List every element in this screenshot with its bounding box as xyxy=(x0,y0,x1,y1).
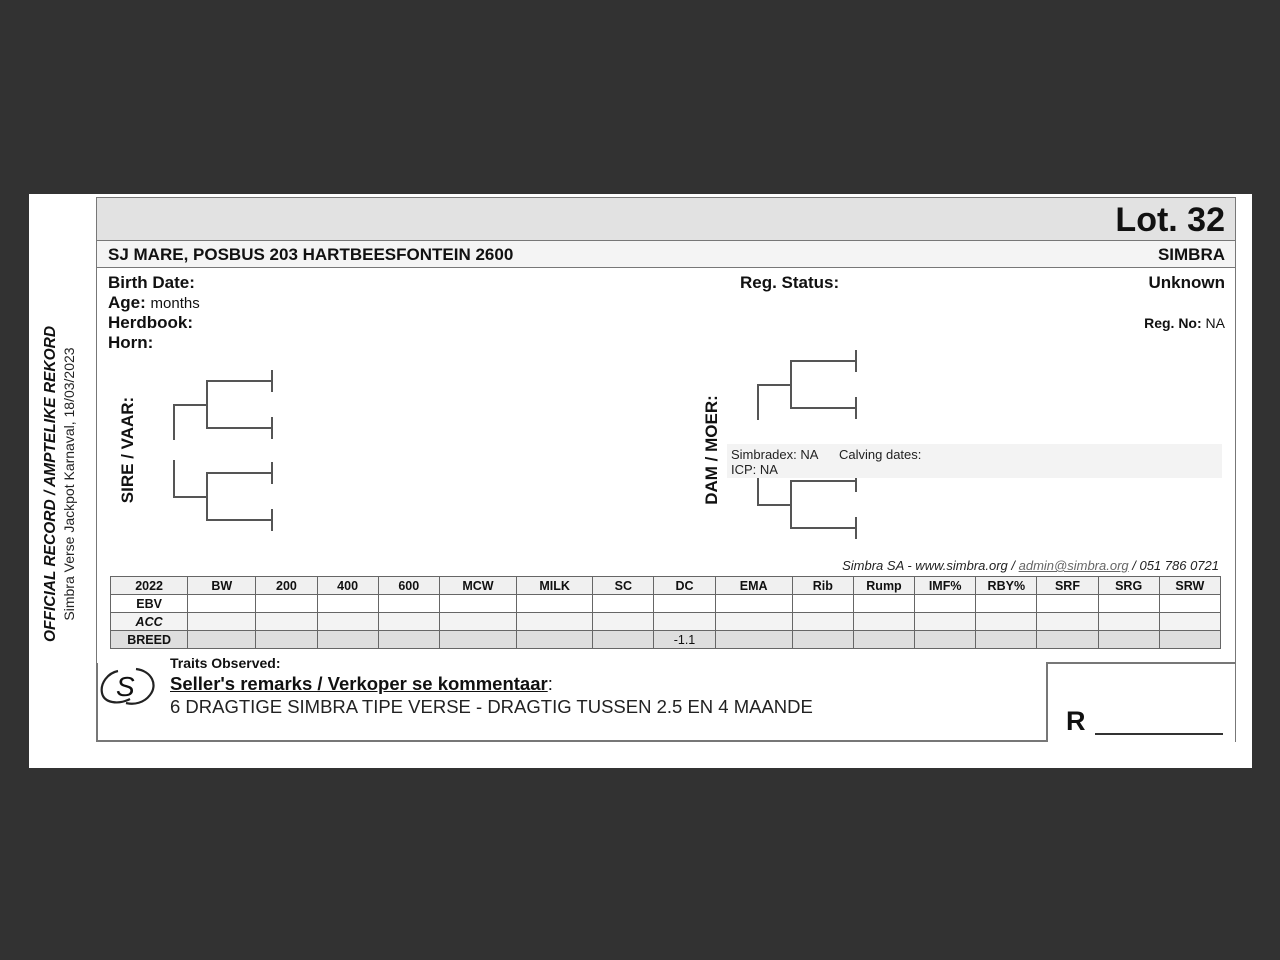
seller-remarks-title: Seller's remarks / Verkoper se kommentaar: xyxy=(170,673,553,694)
price-currency: R xyxy=(1066,706,1086,736)
contact-line: Simbra SA - www.simbra.org / admin@simbra.org / 051 786 0721 xyxy=(842,558,1219,573)
reg-status-label: Reg. Status: xyxy=(740,273,840,292)
owner-address: SJ MARE, POSBUS 203 HARTBEESFONTEIN 2600 xyxy=(108,245,514,264)
simbra-logo-icon xyxy=(96,659,162,713)
card-border xyxy=(96,740,1048,742)
email-link[interactable]: admin@simbra.org xyxy=(1018,558,1129,573)
col-header: SRG xyxy=(1098,577,1159,595)
sire-label: SIRE / VAAR: xyxy=(118,396,137,504)
col-header: 600 xyxy=(378,577,439,595)
breed-name: SIMBRA xyxy=(1157,245,1225,264)
svg-text:S: S xyxy=(116,671,135,702)
col-header: SC xyxy=(593,577,654,595)
table-row-ebv xyxy=(111,595,1221,613)
dam-info-panel xyxy=(727,444,1222,478)
lot-number: Lot. 32 xyxy=(1115,201,1225,239)
card-border xyxy=(1046,663,1048,742)
auction-name-date: Simbra Verse Jackpot Karnaval, 18/03/2023 xyxy=(61,347,77,621)
dam-label: DAM / MOER: xyxy=(702,395,721,505)
col-header: Rib xyxy=(792,577,853,595)
col-header: RBY% xyxy=(976,577,1037,595)
herdbook-field: Herdbook: xyxy=(108,313,193,332)
owner-bar xyxy=(97,241,1235,268)
col-header: SRW xyxy=(1159,577,1220,595)
table-row-breed: BREED -1.1 xyxy=(111,631,1221,649)
horn-field: Horn: xyxy=(108,333,154,352)
price-input-line[interactable] xyxy=(1095,733,1223,735)
table-row-acc xyxy=(111,613,1221,631)
lot-header-bar xyxy=(97,198,1235,241)
row-label: BREED xyxy=(111,631,188,649)
side-caption xyxy=(29,194,89,768)
col-header: IMF% xyxy=(915,577,976,595)
official-record-title: OFFICIAL RECORD / AMPTELIKE REKORD xyxy=(42,325,59,643)
col-header: DC xyxy=(654,577,715,595)
col-header: MCW xyxy=(439,577,516,595)
simbradex-value: Simbradex: NA xyxy=(731,447,819,462)
reg-no-field: Reg. No: NA xyxy=(1144,315,1225,331)
traits-observed-label: Traits Observed: xyxy=(170,655,281,671)
year-header: 2022 xyxy=(111,577,188,595)
col-header: 200 xyxy=(256,577,317,595)
lot-record-page xyxy=(29,194,1252,768)
reg-status-value: Unknown xyxy=(1148,273,1225,292)
col-header: 400 xyxy=(317,577,378,595)
col-header: Rump xyxy=(853,577,914,595)
ebv-table xyxy=(110,576,1221,649)
calving-dates-label: Calving dates: xyxy=(839,447,922,462)
icp-value: ICP: NA xyxy=(731,462,778,477)
col-header: MILK xyxy=(517,577,593,595)
age-field: Age: months xyxy=(108,293,200,312)
col-header: BW xyxy=(188,577,256,595)
card-border xyxy=(1046,662,1236,664)
seller-remarks-text: 6 DRAGTIGE SIMBRA TIPE VERSE - DRAGTIG TUSSEN 2.5 EN 4 MAANDE xyxy=(170,696,813,717)
col-header: EMA xyxy=(715,577,792,595)
row-label: EBV xyxy=(111,595,188,613)
col-header: SRF xyxy=(1037,577,1098,595)
ebv-header-row xyxy=(111,577,1221,595)
row-label: ACC xyxy=(111,613,188,631)
birth-date-field: Birth Date: xyxy=(108,273,195,292)
